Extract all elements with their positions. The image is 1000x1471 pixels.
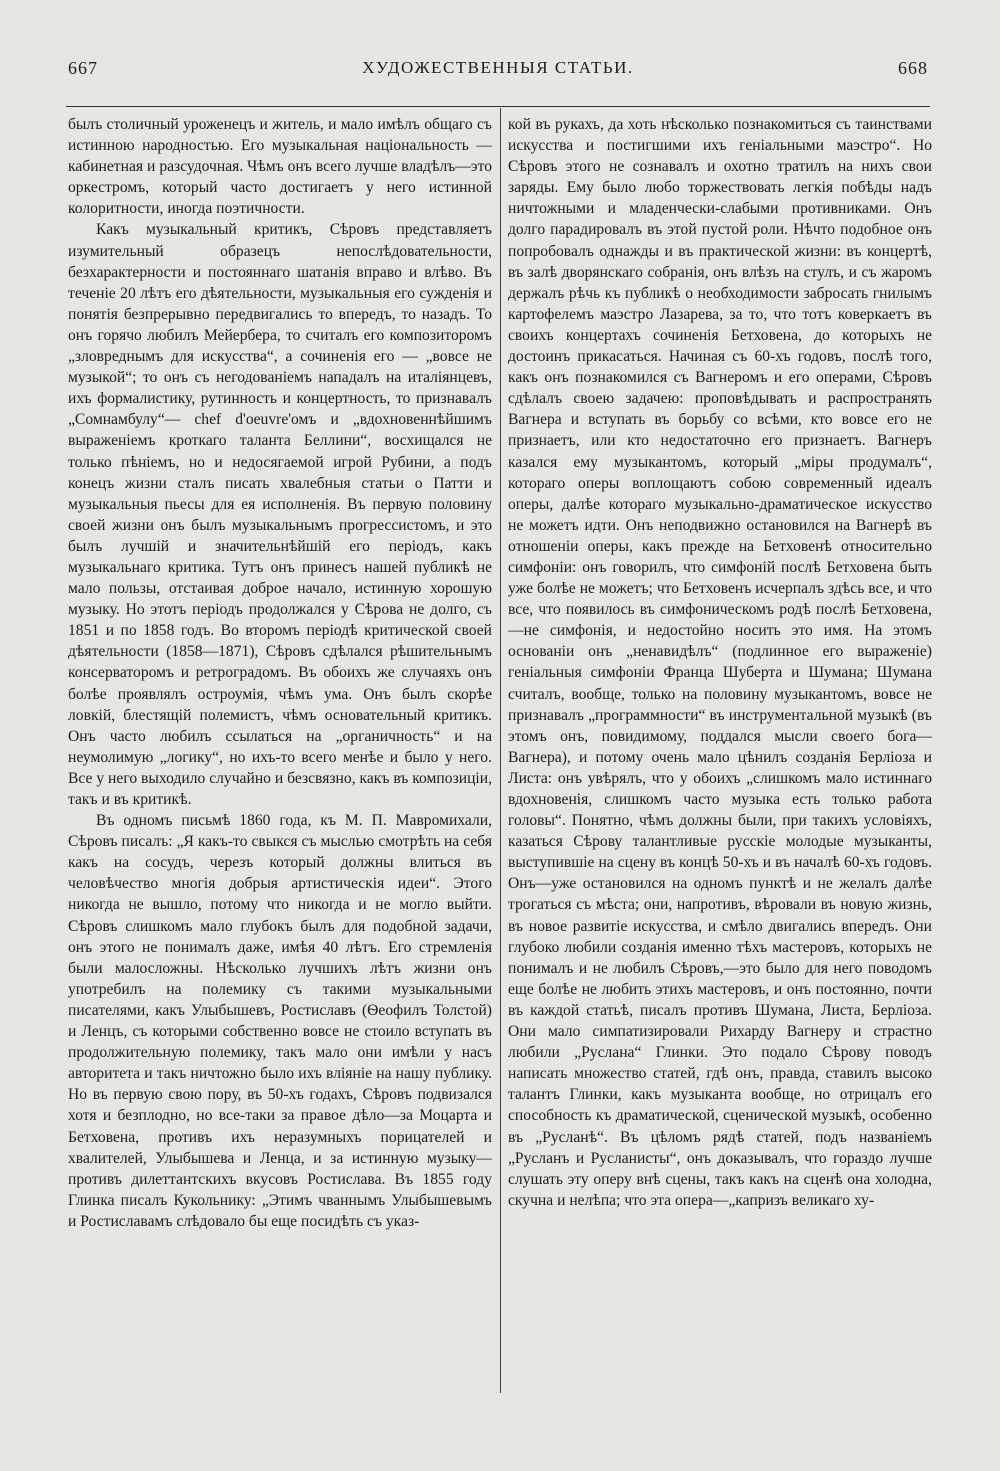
header-rule [66,106,930,107]
paragraph: кой въ рукахъ, да хоть нѣсколько познакомиться съ таинствами искусства и постигшими ихъ геніальными маэстро“. Но Сѣровъ этого не сознавалъ и охотно тратилъ на нихъ свои заряды. Ему было любо торжествовать легкія побѣды надъ ничтожными и младенчески-слабыми противниками. Онъ долго парадировалъ въ этой пустой роли. Нѣчто подобное онъ попробовалъ однажды и въ практической жизни: въ концертѣ, въ залѣ дворянскаго собранія, онъ влѣзъ на стулъ, и съ жаромъ держалъ рѣчь къ публикѣ о необходимости забросать гнилымъ картофелемъ маэстро Лазарева, за то, что тотъ коверкаетъ въ своихъ концертахъ сочиненія Бетховена, до которыхъ не достоинъ прикасаться. Начиная съ 60-хъ годовъ, послѣ того, какъ онъ познакомился съ Вагнеромъ и его операми, Сѣровъ сдѣлалъ своею задачею: проповѣдывать и распространять Вагнера и вступать въ борьбу со всѣми, кто вовсе его не признаетъ, или кто недостаточно его признаетъ. Вагнеръ казался ему музыкантомъ, который „міры продумалъ“, котораго оперы воплощаютъ собою современный идеалъ оперы, далѣе котораго музыкально-драматическое искусство не можетъ идти. Онъ неподвижно остановился на Вагнерѣ въ отношеніи оперы, какъ прежде на Бетховенѣ относительно симфоніи: онъ говорилъ, что симфоній послѣ Бетховена быть уже болѣе не можетъ; что Бетховенъ исчерпалъ здѣсь все, и что все, что появилось въ симфоническомъ родѣ послѣ Бетховена,—не симфонія, и недостойно носить это имя. На этомъ основаніи онъ „ненавидѣлъ“ (подлинное его выраженіе) геніальныя симфоніи Франца Шуберта и Шумана; Шумана считалъ, вообще, только на половину музыкантомъ, вовсе не признавалъ „программности“ въ инструментальной музыкѣ (въ этомъ онъ, повидимому, поддался мысли своего бога—Вагнера), и потому очень мало цѣнилъ созданія Берліоза и Листа: онъ увѣрялъ, что у обоихъ „слишкомъ мало истиннаго вдохновенія, слишкомъ часто музыка есть только работа головы“. Понятно, чѣмъ должны были, при такихъ условіяхъ, казаться Сѣрову талантливые русскіе молодые музыканты, выступившіе на сцену въ концѣ 50-хъ и въ началѣ 60-хъ годовъ. Онъ—уже остановился на одномъ пунктѣ и не желалъ далѣе трогаться съ мѣста; они, напротивъ, вѣровали въ новую жизнь, въ новое развитіе искусства, и смѣло двигались впередъ. Они глубоко любили созданія именно тѣхъ мастеровъ, которыхъ не понималъ и не любилъ Сѣровъ,—это было для него поводомъ еще болѣе не любить этихъ мастеровъ, и онъ постоянно, почти въ каждой статьѣ, писалъ противъ Шумана, Листа, Берліоза. Они мало симпатизировали Рихарду Вагнеру и страстно любили „Руслана“ Глинки. Это подало Сѣрову поводъ написать множество статей, гдѣ онъ, правда, ставилъ высоко талантъ Глинки, какъ музыканта вообще, но отрицалъ его способность къ драматической, сценической музыкѣ, особенно въ „Русланѣ“. Въ цѣломъ рядѣ статей, подъ названіемъ „Русланъ и Русланисты“, онъ доказывалъ, что гораздо лучше слушать эту оперу внѣ сцены, такъ какъ на сценѣ она холодна, скучна и нелѣпа; что эта опера—„капризъ великаго ху- [508,116,932,1209]
page-number-right: 668 [898,58,928,78]
paragraph: Въ одномъ письмѣ 1860 года, къ М. П. Мавромихали, Сѣровъ писалъ: „Я какъ-то свыкся съ мыслью смотрѣть на себя какъ на сосудъ, черезъ который должны влиться въ человѣчество многія добрыя артистическія идеи“. Этого никогда не вышло, потому что никогда и не могло выйти. Сѣровъ слишкомъ мало глубокъ былъ для подобной задачи, онъ этого не понималъ даже, имѣя 40 лѣтъ. Его стремленія были малосложны. Нѣсколько лучшихъ лѣтъ жизни онъ употребилъ на полемику съ такими музыкальными писателями, какъ Улыбышевъ, Ростиславъ (Ѳеофилъ Толстой) и Ленцъ, съ которыми собственно вовсе не стоило вступать въ продолжительную полемику, такъ мало они имѣли у насъ авторитета и такъ ничтожно было ихъ вліяніе на нашу публику. Но въ первую свою пору, въ 50-хъ годахъ, Сѣровъ подвизался хотя и безплодно, но все-таки за правое дѣло—за Моцарта и Бетховена, противъ ихъ неразумныхъ порицателей и хвалителей, Улыбышева и Ленца, и за истинную музыку—противъ дилеттантскихъ вкусовъ Ростислава. Въ 1855 году Глинка писалъ Кукольнику: „Этимъ чваннымъ Улыбышевымъ и Ростиславамъ слѣдовало бы еще посидѣть съ указ- [68,812,492,1230]
paragraph: былъ столичный уроженецъ и житель, и мало имѣлъ общаго съ истинною народностью. Его музыкальная національность — кабинетная и разсудочная. Чѣмъ онъ всего лучше владѣлъ—это оркестромъ, который часто достигаетъ у него истинной колоритности, иногда поэтичности. [68,116,492,218]
page-number-left: 667 [68,58,98,78]
running-title: ХУДОЖЕСТВЕННЫЯ СТАТЬИ. [362,58,634,77]
column-divider [500,108,501,1393]
right-column [508,114,932,1394]
running-header [68,58,928,88]
paragraph: Какъ музыкальный критикъ, Сѣровъ представляетъ изумительный образецъ непослѣдовательности, безхарактерности и постояннаго шатанія вправо и влѣво. Въ теченіе 20 лѣтъ его дѣятельности, музыкальныя его сужденія и понятія безпрерывно передвигались то впередъ, то назадъ. То онъ горячо любилъ Мейербера, то считалъ его композиторомъ „зловреднымъ для искусства“, а сочиненія его — „вовсе не музыкой“; то онъ съ негодованіемъ нападалъ на италіянцевъ, ихъ формалистику, рутинность и концертность, то признавалъ „Сомнамбулу“— chef d'oeuvre'омъ и „вдохновеннѣйшимъ выраженіемъ кроткаго таланта Беллини“, восхищался не только пѣніемъ, но и недосягаемой игрой Рубини, а подъ конецъ жизни сталъ писать хвалебныя статьи о Патти и музыкальныя пьесы для ея исполненія. Въ первую половину своей жизни онъ былъ музыкальнымъ прогрессистомъ, и это былъ лучшій и значительнѣйшій его періодъ, какъ музыкальнаго критика. Тутъ онъ принесъ нашей публикѣ не мало пользы, отстаивая доброе начало, истинную хорошую музыку. Но этотъ періодъ продолжался у Сѣрова не долго, съ 1851 и по 1858 годъ. Во второмъ періодѣ критической своей дѣятельности (1858—1871), Сѣровъ сдѣлался рѣшительнымъ консерваторомъ и ретроградомъ. Въ обоихъ же случаяхъ онъ болѣе проявлялъ остроумія, чѣмъ ума. Онъ былъ скорѣе ловкій, блестящій полемистъ, чѣмъ основательный критикъ. Онъ часто любилъ ссылаться на „органичность“ и на неумолимую „логику“, но ихъ-то всего менѣе и было у него. Все у него выходило случайно и безсвязно, какъ въ композиціи, такъ и въ критикѣ. [68,221,492,808]
left-column [68,114,492,1394]
